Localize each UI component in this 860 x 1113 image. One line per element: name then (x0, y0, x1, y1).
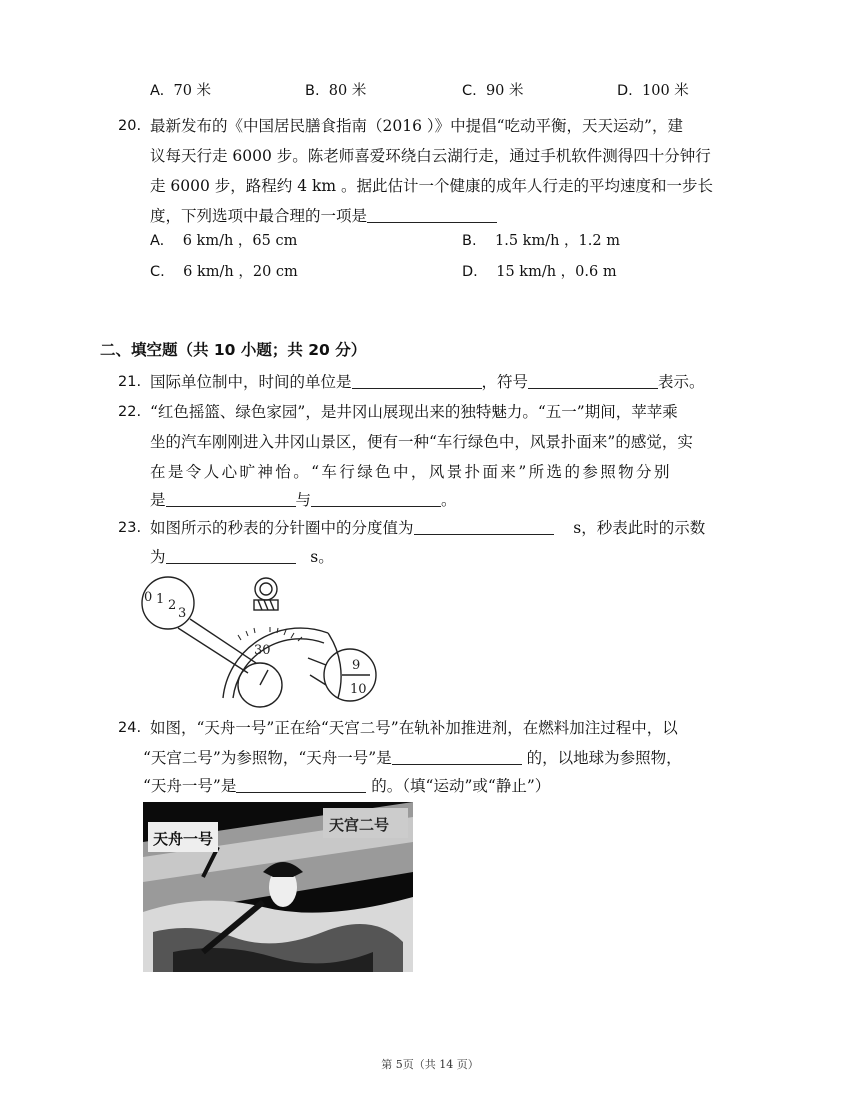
answer-blank[interactable] (166, 488, 296, 507)
q20-line1: 最新发布的《中国居民膳食指南（2016 ）》中提倡“吃动平衡，天天运动”，建 (150, 117, 683, 135)
q20-option-b (462, 226, 620, 256)
q21-number: 21. (118, 374, 142, 390)
option-text: 6 km/h ，65 cm (182, 233, 298, 249)
q20-line4-text: 度，下列选项中最合理的一项是 (150, 207, 368, 225)
option-text: 90 米 (485, 83, 524, 99)
q22-line1: “红色摇篮、绿色家园”，是井冈山展现出来的独特魅力。“五一”期间，苹苹乘 (150, 403, 678, 421)
q22-line4 (150, 485, 457, 515)
q22-text: 与 (295, 491, 312, 509)
option-text: 15 km/h ，0.6 m (496, 264, 617, 280)
q21-line1 (150, 367, 705, 397)
q24-line3 (143, 771, 550, 801)
q22-number: 22. (118, 404, 142, 420)
q23-text: s。 (310, 548, 334, 566)
answer-blank[interactable] (367, 204, 497, 223)
answer-blank[interactable] (166, 545, 296, 564)
dial-label: 30 (254, 643, 271, 658)
q24-line1: 如图，“天舟一号”正在给“天宫二号”在轨补加推进剂，在燃料加注过程中，以 (150, 719, 678, 737)
answer-blank[interactable] (352, 370, 482, 389)
q23-text: 如图所示的秒表的分针圈中的分度值为 (150, 519, 414, 537)
q20-line3: 走 6000 步，路程约 4 km 。据此估计一个健康的成年人行走的平均速度和一步长 (150, 177, 714, 195)
option-letter: D. (617, 83, 633, 99)
q20-option-d (462, 257, 617, 287)
option-text: 6 km/h ，20 cm (183, 264, 298, 280)
q22-text: 是 (150, 491, 166, 509)
dial-label: 10 (350, 682, 367, 697)
q21-text: 国际单位制中，时间的单位是 (150, 373, 352, 391)
option-letter: C. (150, 264, 165, 280)
q24-text: “天宫二号”为参照物，“天舟一号”是 (143, 749, 392, 767)
q23-line2 (150, 542, 334, 572)
q24-number: 24. (118, 720, 142, 736)
q20-line2: 议每天行走 6000 步。陈老师喜爱环绕白云湖行走，通过手机软件测得四十分钟行 (150, 147, 711, 165)
stopwatch-figure (138, 573, 378, 708)
spacecraft-photo (143, 802, 413, 972)
option-letter: A. (150, 83, 165, 99)
q22-line2: 坐的汽车刚刚进入井冈山景区，便有一种“车行绿色中，风景扑面来”的感觉，实 (150, 433, 693, 451)
q22-text: 。 (441, 491, 457, 509)
q24-text: 的。（填“运动”或“静止”） (371, 777, 551, 795)
option-letter: D. (462, 264, 478, 280)
dial-label: 9 (352, 658, 361, 673)
q19-option-d (617, 76, 689, 106)
answer-blank[interactable] (311, 488, 441, 507)
option-letter: A. (150, 233, 165, 249)
q20-option-c (150, 257, 298, 287)
option-letter: B. (305, 83, 320, 99)
dial-label: 1 (156, 592, 165, 607)
photo-label-left: 天舟一号 (153, 830, 214, 848)
answer-blank[interactable] (392, 746, 522, 765)
dial-label: 0 (144, 590, 153, 605)
q20-option-a (150, 226, 297, 256)
spacecraft-photo-image (143, 802, 413, 972)
option-letter: C. (462, 83, 477, 99)
q24-text: “天舟一号”是 (143, 777, 237, 795)
option-text: 80 米 (328, 83, 367, 99)
dial-label: 2 (168, 598, 177, 613)
q19-option-a (150, 76, 211, 106)
dial-label: 3 (178, 606, 187, 621)
q23-text: s，秒表此时的示数 (573, 519, 706, 537)
q21-text: 表示。 (658, 373, 705, 391)
photo-label-right: 天宫二号 (329, 816, 390, 834)
section-title: 二、填空题（共 10 小题；共 20 分） (100, 341, 367, 359)
answer-blank[interactable] (528, 370, 658, 389)
q23-number: 23. (118, 520, 142, 536)
q19-option-c (462, 76, 524, 106)
q19-option-b (305, 76, 366, 106)
option-text: 70 米 (173, 83, 212, 99)
option-text: 100 米 (642, 83, 689, 99)
answer-blank[interactable] (414, 516, 554, 535)
option-letter: B. (462, 233, 477, 249)
q23-line1 (150, 513, 705, 543)
page-footer: 第 5页（共 14 页） (381, 1058, 479, 1071)
q21-text: ，符号 (481, 373, 529, 391)
q20-number: 20. (118, 118, 142, 134)
q22-line3: 在是令人心旷神怡。“车行绿色中，风景扑面来”所选的参照物分别 (150, 463, 672, 481)
q24-line2 (143, 743, 682, 773)
option-text: 1.5 km/h ，1.2 m (495, 233, 620, 249)
q24-text: 的，以地球为参照物， (526, 749, 682, 767)
q23-text: 为 (150, 548, 166, 566)
answer-blank[interactable] (236, 774, 366, 793)
